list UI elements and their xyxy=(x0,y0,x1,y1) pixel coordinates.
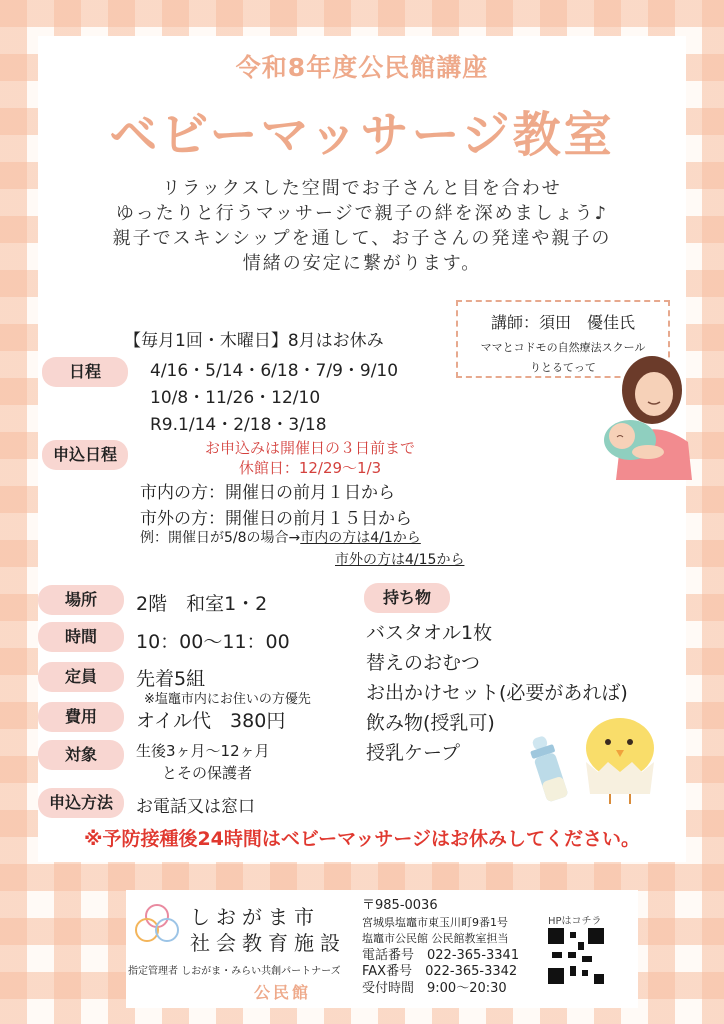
footer-hours: 受付時間 9:00～20:30 xyxy=(362,980,507,996)
schedule-note: 【毎月1回・木曜日】8月はお休み xyxy=(124,331,384,351)
intro-line: 情緒の安定に繋がります。 xyxy=(242,253,482,274)
kominkan-logo-icon xyxy=(132,900,182,950)
schedule-dates xyxy=(150,358,398,439)
city-outside-rule: 市外の方：開催日の前月１５日から xyxy=(140,509,412,529)
intro-line: 親子でスキンシップを通して、お子さんの発達や親子の xyxy=(112,228,612,249)
chick-illustration xyxy=(576,706,660,808)
footer-office: 塩竈市公民館 公民館教室担当 xyxy=(362,932,509,945)
place-label: 場所 xyxy=(38,585,124,615)
footer-fax: FAX番号 022-365-3342 xyxy=(362,964,518,979)
belongings-item: 飲み物(授乳可) xyxy=(366,712,495,734)
target-label: 対象 xyxy=(38,740,124,770)
example-prefix: 例：開催日が5/8の場合→ xyxy=(140,530,301,546)
intro-line: ゆったりと行うマッサージで親子の絆を深めましょう♪ xyxy=(115,203,609,224)
target-line: とその保護者 xyxy=(162,764,253,782)
belongings-item: 授乳ケープ xyxy=(366,742,461,764)
city-inside-rule: 市内の方：開催日の前月１日から xyxy=(140,483,395,503)
warning-note: ※予防接種後24時間はベビーマッサージはお休みしてください。 xyxy=(83,828,640,850)
subtitle: 令和8年度公民館講座 xyxy=(235,53,489,82)
method-label: 申込方法 xyxy=(38,788,124,818)
schedule-date-line: R9.1/14・2/18・3/18 xyxy=(150,415,327,435)
instructor-org: ママとコドモの自然療法スクール xyxy=(480,341,646,354)
belongings-item: バスタオル1枚 xyxy=(366,622,493,644)
example-outside: 市外の方は4/15から xyxy=(335,552,465,568)
schedule-label: 日程 xyxy=(42,357,128,387)
baby-bottle-illustration xyxy=(526,732,582,808)
application-rules xyxy=(140,480,412,532)
belongings-item: お出かけセット(必要があれば) xyxy=(366,682,628,704)
time-label: 時間 xyxy=(38,622,124,652)
instructor-org-name: りとるてって xyxy=(530,361,596,374)
schedule-date-line: 10/8・11/26・12/10 xyxy=(150,388,321,408)
qr-code-icon[interactable] xyxy=(548,928,604,984)
capacity-note: ※塩竈市内にお住いの方優先 xyxy=(144,692,311,707)
belongings-item: 替えのおむつ xyxy=(366,652,481,674)
mother-baby-illustration xyxy=(600,350,700,480)
footer-address: 宮城県塩竈市東玉川町9番1号 xyxy=(362,915,508,929)
schedule-date-line: 4/16・5/14・6/18・7/9・9/10 xyxy=(150,361,399,381)
intro-line: リラックスした空間でお子さんと目を合わせ xyxy=(162,178,562,199)
belongings-label: 持ち物 xyxy=(364,583,450,613)
footer-contact xyxy=(362,898,519,997)
capacity-value: 先着5組 xyxy=(136,668,206,690)
hp-label: HPはコチラ xyxy=(548,916,602,927)
page-title: ベビーマッサージ教室 xyxy=(109,107,615,163)
footer-org-line: しおがま市 xyxy=(190,905,320,929)
capacity-label: 定員 xyxy=(38,662,124,692)
holiday-note: 休館日：12/29～1/3 xyxy=(238,459,382,477)
fee-value: オイル代 380円 xyxy=(136,710,286,732)
place-value: 2階 和室1・2 xyxy=(136,593,268,615)
footer-org xyxy=(190,904,346,956)
footer-org-line: 社会教育施設 xyxy=(190,931,346,955)
footer-tel: 電話番号 022-365-3341 xyxy=(362,947,520,963)
footer-postal: 〒985-0036 xyxy=(362,898,438,913)
footer-manager: 指定管理者 しおがま・みらい共創パートナーズ xyxy=(128,966,341,977)
application-deadline: お申込みは開催日の３日前まで xyxy=(204,439,415,457)
intro-text xyxy=(0,176,724,276)
footer-kominkan: 公民館 xyxy=(254,983,312,1002)
application-label: 申込日程 xyxy=(42,440,128,470)
time-value: 10：00～11：00 xyxy=(136,631,290,653)
example-line xyxy=(140,527,421,547)
target-line: 生後3ヶ月～12ヶ月 xyxy=(136,742,270,760)
example-inside: 市内の方は4/1から xyxy=(300,530,421,546)
instructor-name: 講師：須田 優佳氏 xyxy=(490,313,635,332)
application-deadline-block xyxy=(180,438,440,478)
fee-label: 費用 xyxy=(38,702,124,732)
target-value xyxy=(136,740,270,784)
method-value: お電話又は窓口 xyxy=(136,797,255,817)
